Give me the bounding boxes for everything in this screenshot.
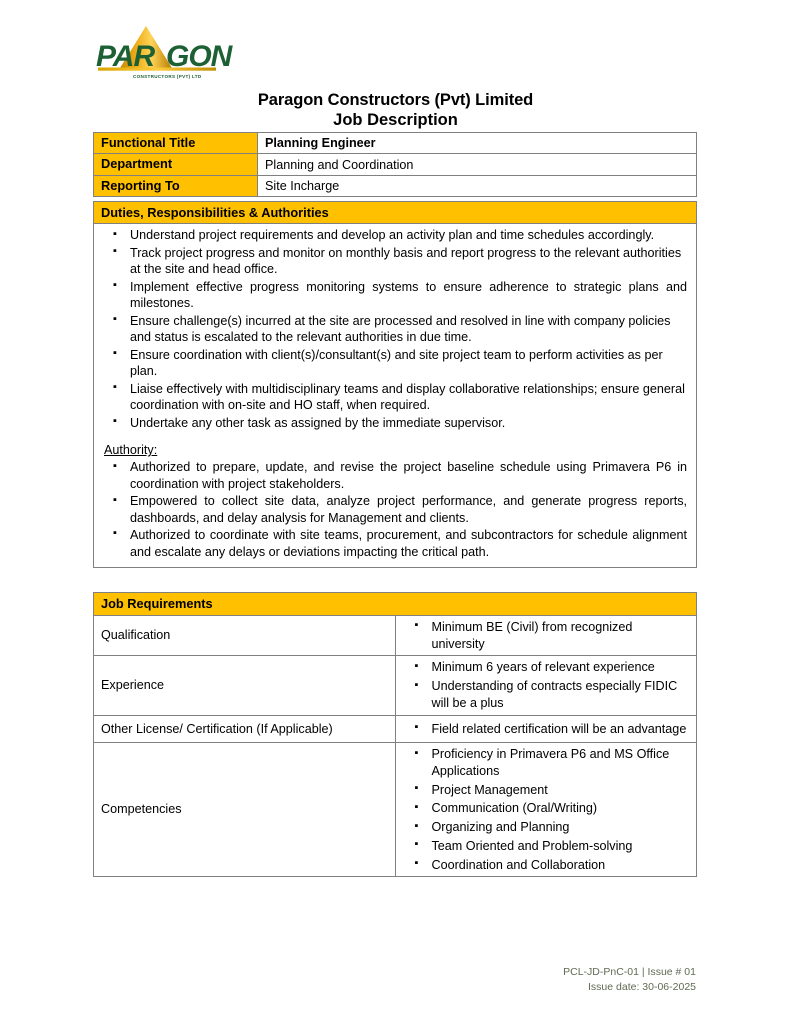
list-item: ▪ Field related certification will be an advantage xyxy=(396,721,693,738)
info-label-reporting-to: Reporting To xyxy=(94,175,258,196)
svg-text:GON: GON xyxy=(166,40,232,73)
footer-issue-date: Issue date: 30-06-2025 xyxy=(588,981,696,994)
requirement-label-experience: Experience xyxy=(94,656,396,715)
competencies-list xyxy=(396,746,693,873)
info-value-functional-title: Planning Engineer xyxy=(258,133,697,154)
duties-section-heading: Duties, Responsibilities & Authorities xyxy=(94,202,696,224)
list-item: ▪ Minimum BE (Civil) from recognized university xyxy=(396,619,693,652)
duties-section-body xyxy=(94,224,696,566)
info-value-department: Planning and Coordination xyxy=(258,154,697,175)
list-item: ▪ Liaise effectively with multidisciplinary teams and display collaborative relationships; ensure general coordination with on-site and HO staff, when required. xyxy=(100,381,690,414)
list-item: ▪ Understand project requirements and develop an activity plan and time schedules accordingly. xyxy=(100,227,690,244)
requirement-label-competencies: Competencies xyxy=(94,743,396,877)
list-item: ▪ Empowered to collect site data, analyze project performance, and generate progress reports, dashboards, and delay analysis for Management and clients. xyxy=(100,493,690,526)
qualification-list xyxy=(396,619,693,652)
duties-section xyxy=(93,201,697,568)
company-logo xyxy=(88,24,238,82)
info-label-functional-title: Functional Title xyxy=(94,133,258,154)
info-label-department: Department xyxy=(94,154,258,175)
list-item: ▪ Minimum 6 years of relevant experience xyxy=(396,659,693,676)
list-item: ▪ Authorized to prepare, update, and revise the project baseline schedule using Primavera P6 in coordination with project stakeholders. xyxy=(100,459,690,492)
info-value-reporting-to: Site Incharge xyxy=(258,175,697,196)
other-license-list xyxy=(396,721,693,738)
table-row xyxy=(94,154,697,175)
logo-tagline: CONSTRUCTORS (PVT) LTD xyxy=(133,74,202,79)
page-title: Paragon Constructors (Pvt) Limited xyxy=(257,91,534,109)
table-row xyxy=(94,593,697,616)
list-item: ▪ Understanding of contracts especially FIDIC will be a plus xyxy=(396,678,693,711)
list-item: ▪ Team Oriented and Problem-solving xyxy=(396,838,693,855)
list-item: ▪ Coordination and Collaboration xyxy=(396,857,693,874)
list-item: ▪ Implement effective progress monitoring systems to ensure adherence to strategic plans and milestones. xyxy=(100,279,690,312)
experience-list xyxy=(396,659,693,711)
svg-text:PAR: PAR xyxy=(96,40,155,73)
table-row xyxy=(94,743,697,877)
paragon-logo-icon xyxy=(88,24,238,82)
list-item: ▪ Communication (Oral/Writing) xyxy=(396,800,693,817)
document-footer xyxy=(563,965,696,995)
list-item: ▪ Undertake any other task as assigned by the immediate supervisor. xyxy=(100,415,690,432)
requirement-value-other-license xyxy=(395,715,697,743)
table-row xyxy=(94,615,697,655)
job-info-table xyxy=(93,132,697,197)
requirement-value-experience xyxy=(395,656,697,715)
list-item: ▪ Organizing and Planning xyxy=(396,819,693,836)
table-row xyxy=(94,175,697,196)
authority-label: Authority: xyxy=(104,443,158,458)
job-requirements-table xyxy=(93,592,697,877)
list-item: ▪ Proficiency in Primavera P6 and MS Office Applications xyxy=(396,746,693,779)
duties-list xyxy=(100,227,690,431)
list-item: ▪ Ensure challenge(s) incurred at the site are processed and resolved in line with company policies and status is escalated to the relevant authorities in due time. xyxy=(100,313,690,346)
table-row xyxy=(94,715,697,743)
list-item: ▪ Track project progress and monitor on monthly basis and report progress to the relevant authorities at the site and head office. xyxy=(100,245,690,278)
requirement-label-other-license: Other License/ Certification (If Applicable) xyxy=(94,715,396,743)
list-item: ▪ Authorized to coordinate with site teams, procurement, and subcontractors for schedule alignment and escalate any delays or deviations impacting the critical path. xyxy=(100,527,690,560)
requirement-label-qualification: Qualification xyxy=(94,615,396,655)
page-subtitle: Job Description xyxy=(333,111,458,129)
requirement-value-qualification xyxy=(395,615,697,655)
footer-doc-code: PCL-JD-PnC-01 | Issue # 01 xyxy=(563,966,696,978)
authority-list xyxy=(100,459,690,560)
table-row xyxy=(94,656,697,715)
requirements-section-heading: Job Requirements xyxy=(94,593,697,616)
requirement-value-competencies xyxy=(395,743,697,877)
list-item: ▪ Project Management xyxy=(396,782,693,799)
table-row xyxy=(94,133,697,154)
list-item: ▪ Ensure coordination with client(s)/consultant(s) and site project team to perform activities as per plan. xyxy=(100,347,690,380)
